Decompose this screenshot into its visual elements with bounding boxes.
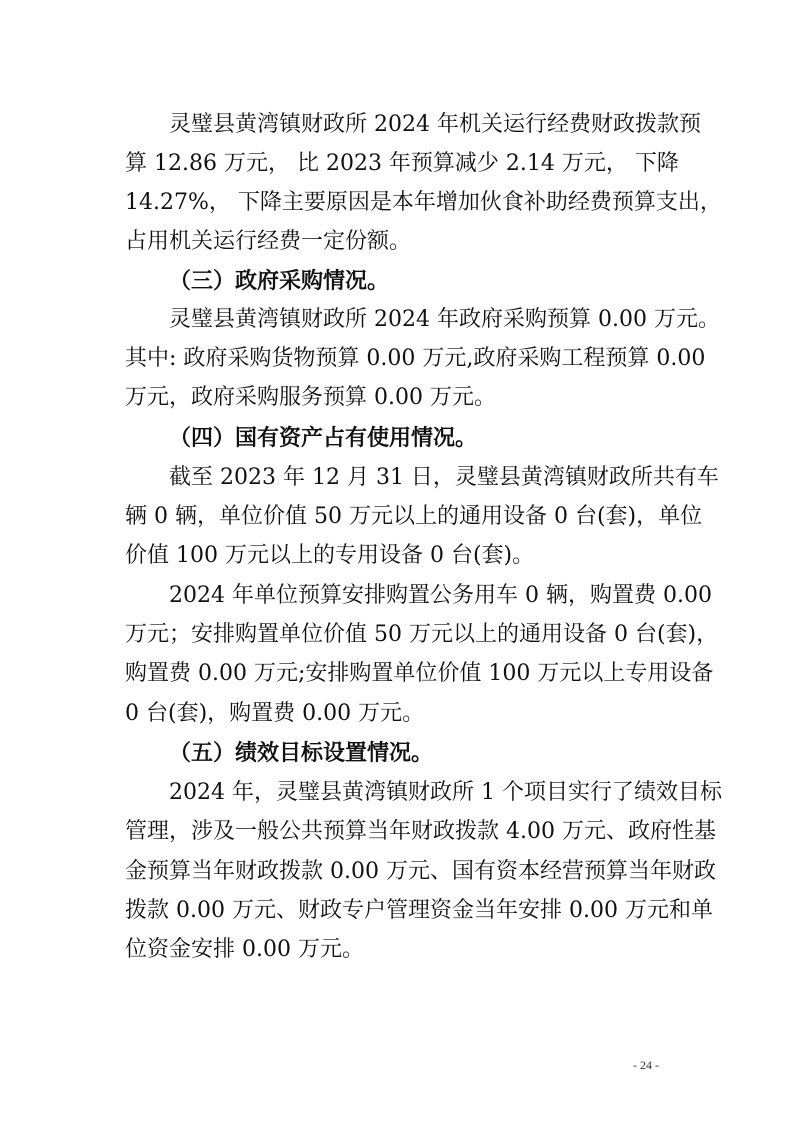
body-text-line: 灵璧县黄湾镇财政所 2024 年机关运行经费财政拨款预 [169,112,701,137]
page-number: - 24 - [633,1058,659,1072]
body-text-line: 位资金安排 0.00 万元。 [125,937,364,962]
body-text-line: 辆 0 辆，单位价值 50 万元以上的通用设备 0 台(套)，单位 [125,504,703,529]
body-text-line: 拨款 0.00 万元、财政专户管理资金当年安排 0.00 万元和单 [125,898,713,923]
body-text-line: 万元，政府采购服务预算 0.00 万元。 [125,385,496,410]
body-text-line: 2024 年，灵璧县黄湾镇财政所 1 个项目实行了绩效目标 [169,780,722,805]
body-text-line: 0 台(套)，购置费 0.00 万元。 [125,701,425,726]
body-text-line: 占用机关运行经费一定份额。 [125,229,412,254]
section-heading: （五）绩效目标设置情况。 [169,740,434,766]
body-text-line: 价值 100 万元以上的专用设备 0 台(套)。 [125,543,535,568]
body-text-line: 管理，涉及一般公共预算当年财政拨款 4.00 万元、政府性基 [125,819,716,844]
section-heading: （三）政府采购情况。 [169,268,390,294]
section-heading: （四）国有资产占有使用情况。 [169,425,478,451]
body-text-line: 金预算当年财政拨款 0.00 万元、国有资本经营预算当年财政 [125,859,716,884]
body-text-line: 2024 年单位预算安排购置公务用车 0 辆，购置费 0.00 [169,583,712,608]
body-text-line: 灵璧县黄湾镇财政所 2024 年政府采购预算 0.00 万元。 [169,307,720,332]
body-text-line: 其中: 政府采购货物预算 0.00 万元,政府采购工程预算 0.00 [125,346,706,371]
body-text-line: 14.27%， 下降主要原因是本年增加伙食补助经费预算支出， [125,190,722,215]
body-text-line: 截至 2023 年 12 月 31 日，灵璧县黄湾镇财政所共有车 [169,465,719,490]
body-text-line: 算 12.86 万元， 比 2023 年预算减少 2.14 万元， 下降 [125,151,679,176]
body-text-line: 万元；安排购置单位价值 50 万元以上的通用设备 0 台(套)， [125,622,719,647]
body-text-line: 购置费 0.00 万元;安排购置单位价值 100 万元以上专用设备 [125,661,714,686]
